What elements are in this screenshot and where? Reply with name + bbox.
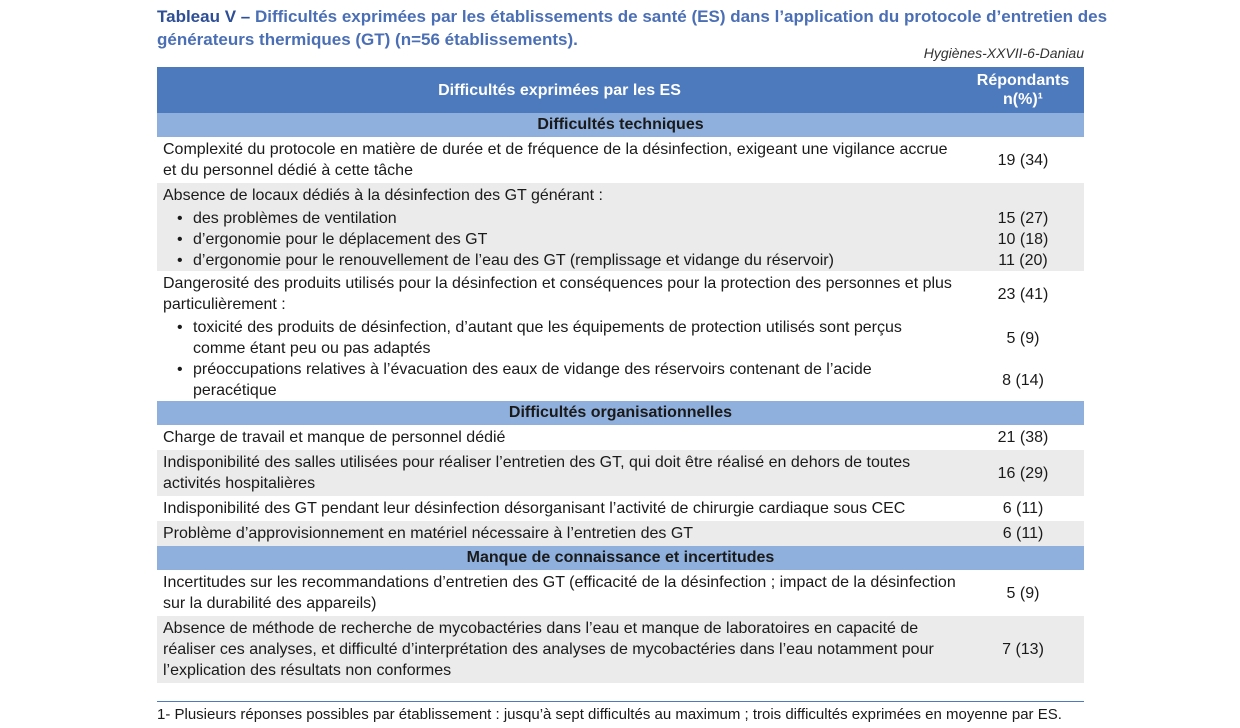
header-respondents	[962, 67, 1084, 113]
difficulty-text: Problème d’approvisionnement en matériel nécessaire à l’entretien des GT	[157, 521, 962, 546]
respondents-value: 10 (18)	[962, 229, 1084, 250]
sub-item	[157, 359, 962, 401]
respondents-value: 16 (29)	[962, 450, 1084, 496]
section-header-row	[157, 401, 1084, 425]
sub-item	[157, 250, 962, 271]
table-row	[157, 450, 1084, 496]
sub-item	[157, 317, 962, 359]
difficulty-text: Charge de travail et manque de personnel dédié	[157, 425, 962, 450]
respondents-value: 5 (9)	[962, 317, 1084, 359]
table-row	[157, 521, 1084, 546]
respondents-value: 23 (41)	[962, 271, 1084, 317]
sub-item	[157, 229, 962, 250]
table-row	[157, 425, 1084, 450]
bullet-item-text: • toxicité des produits de désinfection, d’autant que les équipements de protection utilisés sont perçus comme étant peu ou pas adaptés	[163, 317, 956, 359]
bullet-item-text: • préoccupations relatives à l’évacuation des eaux de vidange des réservoirs contenant de l’acide peracétique	[163, 359, 956, 401]
section-title: Difficultés organisationnelles	[157, 401, 1084, 425]
table-body	[157, 113, 1084, 683]
difficulty-text: Dangerosité des produits utilisés pour la désinfection et conséquences pour la protection des personnes et plus particulièrement :	[157, 271, 962, 317]
table-bottom-rule	[157, 701, 1084, 702]
table-caption: Difficultés exprimées par les établissements de santé (ES) dans l’application du protocole d’entretien des générateurs thermiques (GT) (n=56 établissements).	[157, 7, 1108, 49]
table-row	[157, 616, 1084, 683]
difficulty-text: Absence de méthode de recherche de mycobactéries dans l’eau et manque de laboratoires en capacité de réaliser ces analyses, et difficulté d’interprétation des analyses de mycobactéries dans l’eau notamment pour l’explication des résultats non conformes	[157, 616, 962, 683]
difficulty-text: Incertitudes sur les recommandations d’entretien des GT (efficacité de la désinfection ; impact de la désinfection sur la durabilité des appareils)	[157, 570, 962, 616]
table-header-row	[157, 67, 1084, 113]
respondents-value: 5 (9)	[962, 570, 1084, 616]
header-respondents-label: Répondants	[976, 72, 1070, 89]
respondents-value: 15 (27)	[962, 208, 1084, 229]
header-difficulties: Difficultés exprimées par les ES	[157, 67, 962, 113]
sub-item	[157, 208, 962, 229]
respondents-value: 6 (11)	[962, 521, 1084, 546]
table-row	[157, 271, 1084, 317]
table-sub-row	[157, 359, 1084, 401]
footnote: 1- Plusieurs réponses possibles par établissement : jusqu’à sept difficultés au maximum ; trois difficultés exprimées en moyenne par ES.	[157, 706, 1062, 723]
respondents-value: 11 (20)	[962, 250, 1084, 271]
difficulty-text: Indisponibilité des GT pendant leur désinfection désorganisant l’activité de chirurgie cardiaque sous CEC	[157, 496, 962, 521]
respondents-value: 21 (38)	[962, 425, 1084, 450]
section-title: Manque de connaissance et incertitudes	[157, 546, 1084, 570]
section-title: Difficultés techniques	[157, 113, 1084, 137]
table-sub-row	[157, 250, 1084, 271]
respondents-value: 8 (14)	[962, 359, 1084, 401]
section-header-row	[157, 113, 1084, 137]
table-sub-row	[157, 229, 1084, 250]
difficulty-text: Absence de locaux dédiés à la désinfection des GT générant :	[157, 183, 962, 208]
bullet-item-text: • d’ergonomie pour le renouvellement de l’eau des GT (remplissage et vidange du réservoir)	[163, 250, 956, 271]
respondents-value	[962, 183, 1084, 208]
table-number: Tableau V –	[157, 7, 251, 26]
difficulty-text: Indisponibilité des salles utilisées pour réaliser l’entretien des GT, qui doit être réalisé en dehors de toutes activités hospitalières	[157, 450, 962, 496]
table-row	[157, 570, 1084, 616]
source-reference: Hygiènes-XXVII-6-Daniau	[923, 45, 1084, 61]
table-row	[157, 137, 1084, 183]
respondents-value: 6 (11)	[962, 496, 1084, 521]
table-row	[157, 183, 1084, 208]
header-respondents-unit: n(%)¹	[1003, 91, 1043, 108]
difficulties-table	[157, 67, 1084, 683]
difficulty-text: Complexité du protocole en matière de durée et de fréquence de la désinfection, exigeant une vigilance accrue et du personnel dédié à cette tâche	[157, 137, 962, 183]
table-sub-row	[157, 208, 1084, 229]
respondents-value: 19 (34)	[962, 137, 1084, 183]
bullet-item-text: • des problèmes de ventilation	[163, 208, 956, 229]
bullet-item-text: • d’ergonomie pour le déplacement des GT	[163, 229, 956, 250]
table-row	[157, 496, 1084, 521]
table-sub-row	[157, 317, 1084, 359]
respondents-value: 7 (13)	[962, 616, 1084, 683]
section-header-row	[157, 546, 1084, 570]
